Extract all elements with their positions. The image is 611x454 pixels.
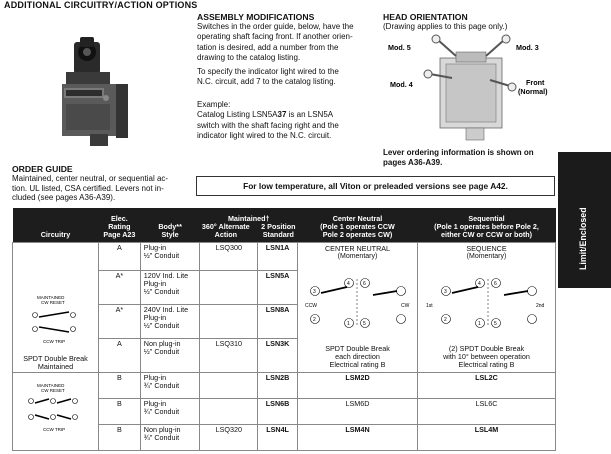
header-body-style: Body** Style — [140, 208, 200, 242]
alt-action-cell — [200, 372, 258, 398]
center-neutral-cell: LSM2D — [298, 372, 418, 398]
header-circuitry: Circuitry — [13, 208, 99, 242]
header-maintained: Maintained† 360° Alternate Action 2 Position Standard — [200, 208, 298, 242]
header-elec-rating: Elec. Rating Page A23 — [98, 208, 140, 242]
body-cell: 240V Ind. Lite Plug-in ½" Conduit — [140, 304, 200, 338]
body-cell: 120V Ind. Lite Plug-in ½" Conduit — [140, 270, 200, 304]
lever-info: Lever ordering information is shown on pages A36-A39. — [383, 148, 534, 167]
order-guide-body: Maintained, center neutral, or sequential ac- tion. UL listed, CSA certified. Levers not in- cluded (see pages A36-A39). — [12, 174, 169, 203]
svg-text:1st: 1st — [425, 302, 433, 309]
mod-4-label: Mod. 4 — [390, 80, 413, 89]
rating-cell: A — [98, 338, 140, 372]
svg-text:1: 1 — [477, 320, 481, 327]
svg-text:2: 2 — [312, 316, 316, 323]
svg-text:2nd: 2nd — [535, 302, 544, 309]
svg-text:5: 5 — [493, 320, 497, 327]
svg-text:4: 4 — [346, 280, 350, 287]
page-title: ADDITIONAL CIRCUITRY/ACTION OPTIONS — [4, 0, 198, 10]
center-neutral-cell: LSM4N — [298, 424, 418, 450]
alt-action-cell — [200, 304, 258, 338]
alt-action-cell: LSQ310 — [200, 338, 258, 372]
circuit-diagram-2 — [13, 372, 99, 450]
body-cell: Non plug-in ½" Conduit — [140, 338, 200, 372]
sequence-diagram: SEQUENCE (Momentary) 3 2 4 1 6 5 1st 2nd (2) SPDT Double Break with 10° between operation Electrical rating B — [418, 242, 556, 372]
svg-text:3: 3 — [312, 288, 316, 295]
rating-cell: B — [98, 372, 140, 398]
rating-cell: A* — [98, 270, 140, 304]
svg-text:5: 5 — [362, 320, 366, 327]
svg-text:CCW: CCW — [304, 302, 317, 309]
head-orientation-diagram — [386, 34, 556, 144]
header-center-neutral: Center Neutral (Pole 1 operates CCW Pole 2 operates CW) — [298, 208, 418, 242]
svg-text:CW RESET: CW RESET — [41, 387, 66, 393]
body-cell: Plug-in ¾" Conduit — [140, 372, 200, 398]
svg-text:MAINTAINED: MAINTAINED — [37, 295, 65, 301]
side-tab: Limit/Enclosed — [558, 152, 611, 288]
body-cell: Plug-in ½" Conduit — [140, 242, 200, 270]
assembly-paragraph-1: Switches in the order guide, below, have the operating shaft facing front. If another orien- tation is desired, add a number from the drawing to the catalog listing. — [197, 22, 354, 62]
body-cell: Plug-in ¾" Conduit — [140, 398, 200, 424]
rating-cell: A — [98, 242, 140, 270]
assembly-paragraph-2: To specify the indicator light wired to the N.C. circuit, add 7 to the catalog listing. — [197, 67, 339, 87]
svg-text:CW: CW — [400, 302, 409, 309]
front-label: Front — [526, 78, 545, 87]
sequential-cell: LSL6C — [418, 398, 556, 424]
assembly-example: Example: Catalog Listing LSN5A37 is an LSN5A switch with the shaft facing right and the indicator light wired to the N.C. circuit. — [197, 100, 339, 140]
svg-text:CW RESET: CW RESET — [41, 300, 66, 306]
normal-label: (Normal) — [518, 87, 548, 96]
sequential-cell: LSL4M — [418, 424, 556, 450]
limit-switch-photo — [56, 34, 140, 152]
two-position-cell: LSN8A — [258, 304, 298, 338]
alt-action-cell — [200, 270, 258, 304]
body-cell: Non plug-in ¾" Conduit — [140, 424, 200, 450]
table-row — [13, 242, 556, 270]
svg-text:6: 6 — [362, 280, 366, 287]
header-sequential: Sequential (Pole 1 operates before Pole 2, either CW or CCW or both) — [418, 208, 556, 242]
alt-action-cell: LSQ300 — [200, 242, 258, 270]
table-row — [13, 372, 556, 398]
sequential-cell: LSL2C — [418, 372, 556, 398]
order-guide-title: ORDER GUIDE — [12, 164, 73, 174]
rating-cell: A* — [98, 304, 140, 338]
head-orientation-subtitle: (Drawing applies to this page only.) — [383, 22, 508, 31]
circuit-diagram-1: MAINTAINED CW RESET CCW TRIP SPDT Double Break Maintained — [13, 242, 99, 372]
order-guide-table — [12, 208, 556, 451]
mod-5-label: Mod. 5 — [388, 43, 411, 52]
svg-text:CCW TRIP: CCW TRIP — [43, 426, 66, 432]
rating-cell: B — [98, 424, 140, 450]
mod-3-label: Mod. 3 — [516, 43, 539, 52]
two-position-cell: LSN4L — [258, 424, 298, 450]
center-neutral-cell: LSM6D — [298, 398, 418, 424]
alt-action-cell — [200, 398, 258, 424]
svg-text:1: 1 — [346, 320, 350, 327]
center-neutral-diagram: CENTER NEUTRAL (Momentary) 3 2 4 1 6 5 CCW CW SPDT Double Break each direction Electrical rating B — [298, 242, 418, 372]
alt-action-cell: LSQ320 — [200, 424, 258, 450]
rating-cell: B — [98, 398, 140, 424]
svg-text:CCW TRIP: CCW TRIP — [43, 339, 66, 345]
svg-text:4: 4 — [477, 280, 481, 287]
two-position-cell: LSN1A — [258, 242, 298, 270]
two-position-cell: LSN3K — [258, 338, 298, 372]
svg-text:2: 2 — [443, 316, 447, 323]
svg-text:3: 3 — [443, 288, 447, 295]
svg-text:MAINTAINED: MAINTAINED — [37, 382, 65, 388]
assembly-title: ASSEMBLY MODIFICATIONS — [197, 12, 315, 22]
head-orientation-title: HEAD ORIENTATION — [383, 12, 468, 22]
svg-text:6: 6 — [493, 280, 497, 287]
two-position-cell: LSN6B — [258, 398, 298, 424]
low-temp-note: For low temperature, all Viton or preleaded versions see page A42. — [196, 176, 555, 196]
two-position-cell: LSN2B — [258, 372, 298, 398]
two-position-cell: LSN5A — [258, 270, 298, 304]
